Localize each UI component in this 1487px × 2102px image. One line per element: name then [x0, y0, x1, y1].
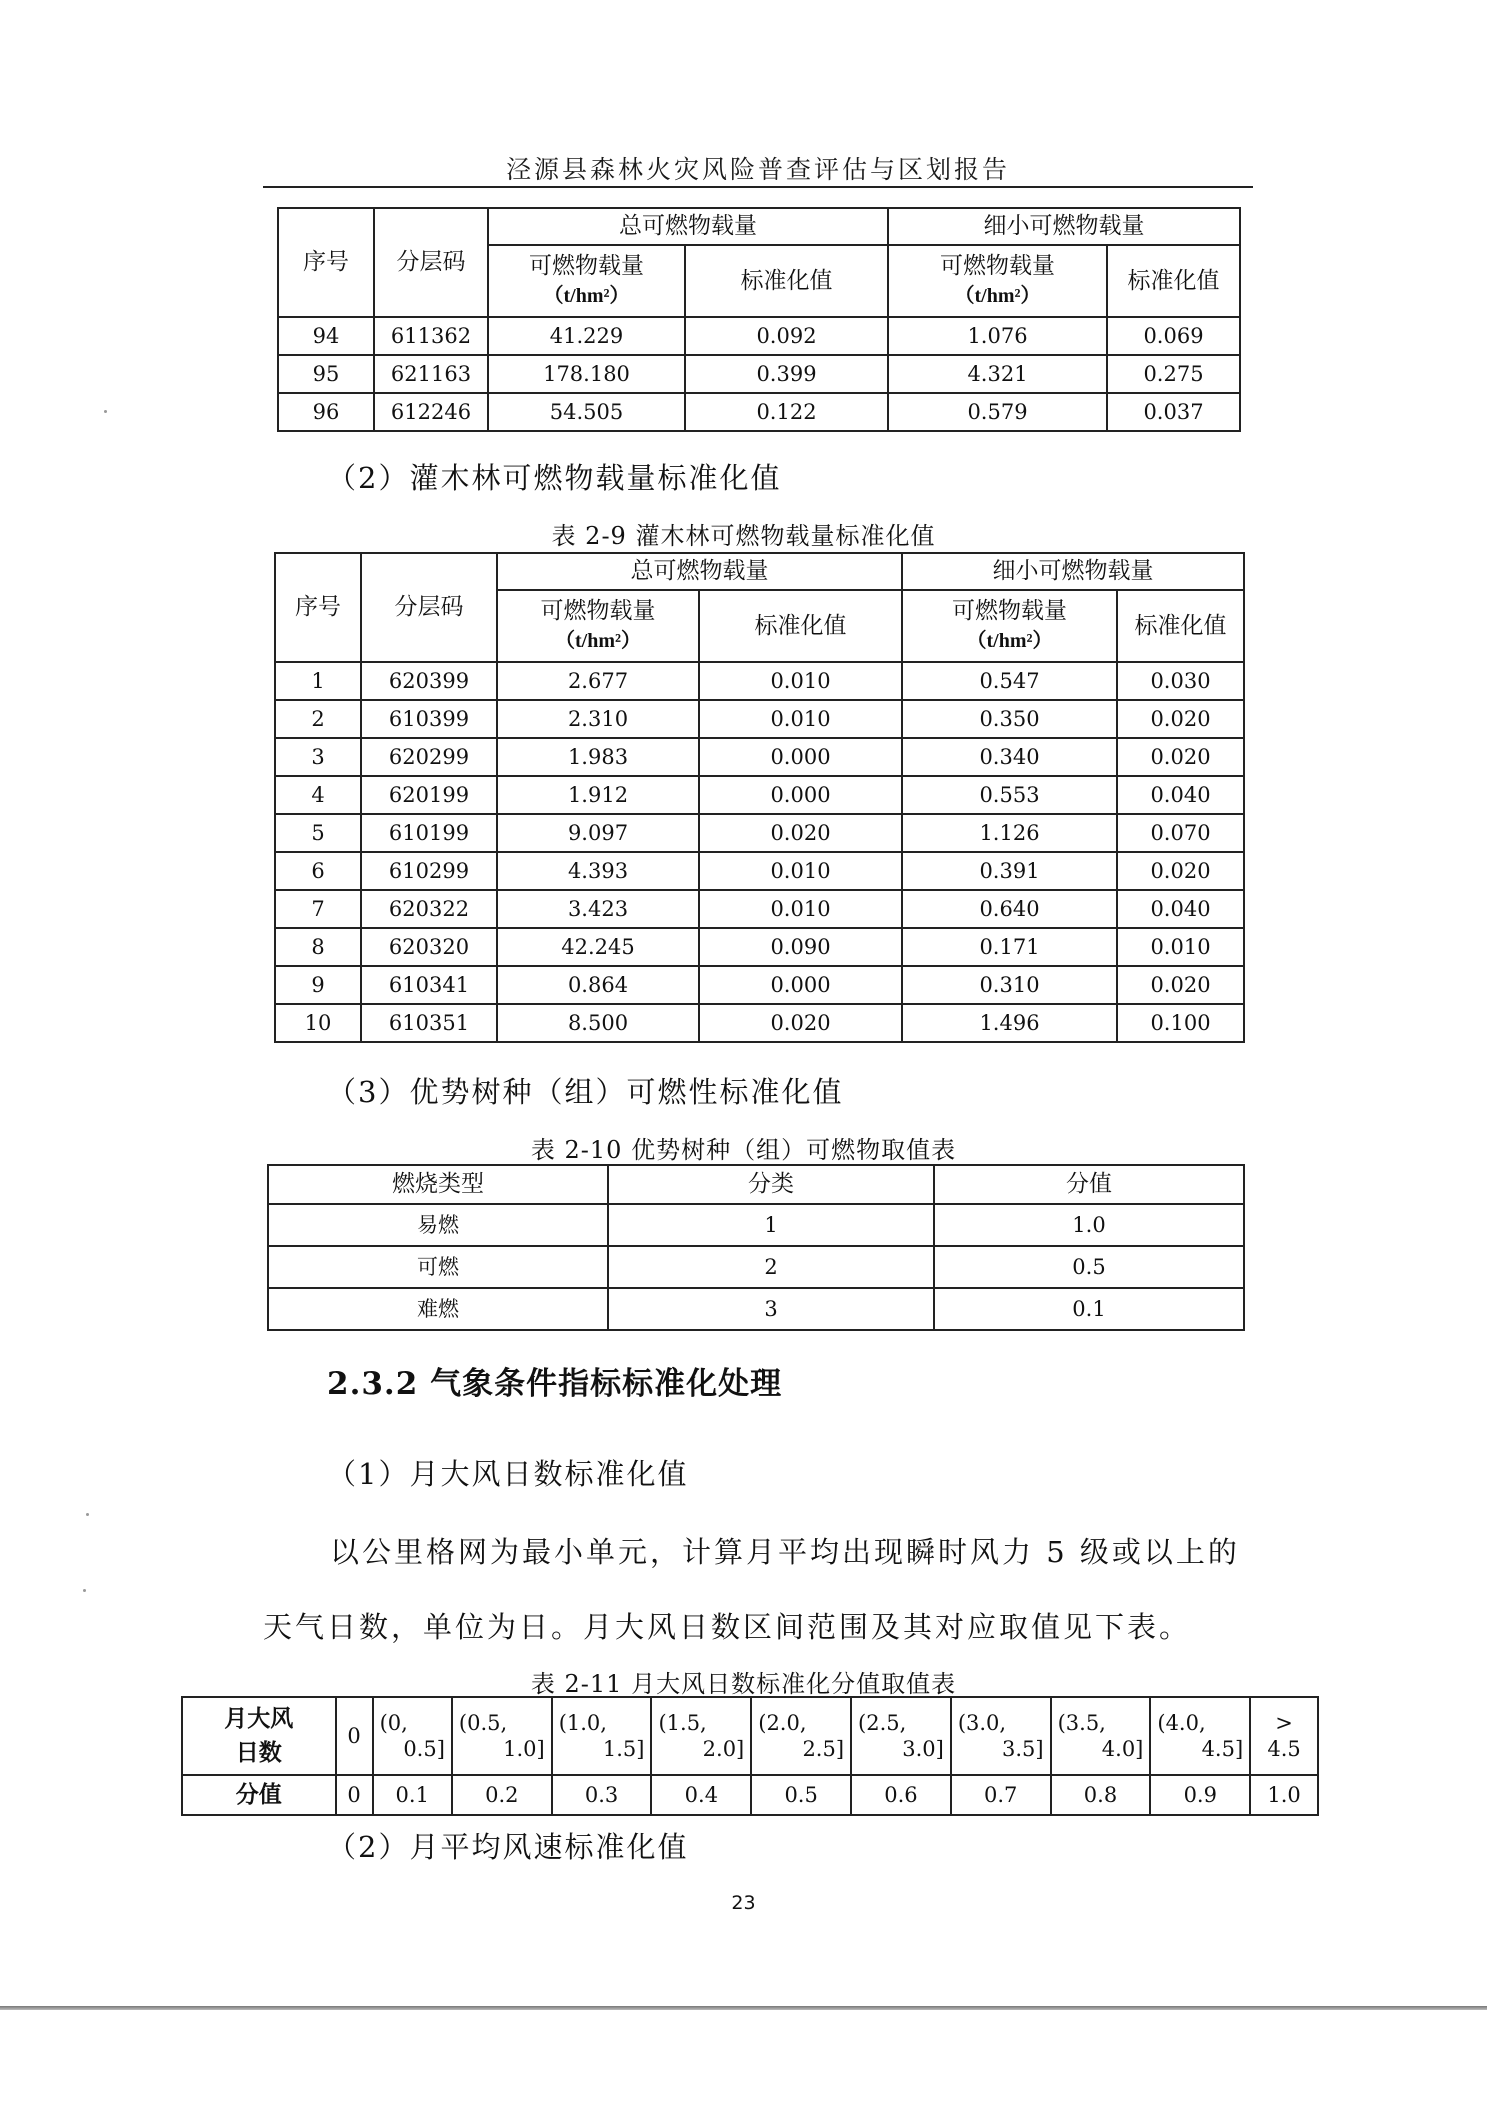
cell-seq: 8 — [275, 928, 361, 966]
cell-fine-std: 0.069 — [1107, 317, 1240, 355]
cell-code: 610199 — [361, 814, 497, 852]
cell-code: 620399 — [361, 662, 497, 700]
species-flammability-table — [267, 1164, 1245, 1331]
cell-total-load: 1.912 — [497, 776, 699, 814]
scan-speck — [83, 1589, 86, 1592]
table-row — [278, 355, 1240, 393]
cell-class: 3 — [608, 1288, 934, 1330]
cell-fine-std: 0.020 — [1117, 852, 1244, 890]
cell-total-std: 0.000 — [699, 738, 902, 776]
range-lower: (1.0, — [558, 1710, 607, 1735]
table-row — [275, 1004, 1244, 1042]
cell-fine-load: 0.640 — [902, 890, 1117, 928]
range-upper: 0.5] — [403, 1737, 445, 1761]
cell-total-std: 0.122 — [685, 393, 888, 431]
score-cell: 0.2 — [452, 1775, 552, 1815]
forest-fuel-table-continued — [277, 207, 1241, 432]
score-cell: 0.6 — [851, 1775, 951, 1815]
range-lower: (3.0, — [957, 1710, 1007, 1735]
score-cell: 0.9 — [1150, 1775, 1250, 1815]
cell-fine-std: 0.275 — [1107, 355, 1240, 393]
header-total-load — [488, 245, 685, 317]
label-gale-days-line2: 日数 — [235, 1739, 282, 1766]
cell-score: 0.1 — [934, 1288, 1244, 1330]
range-cell — [851, 1697, 951, 1775]
cell-total-load: 178.180 — [488, 355, 685, 393]
header-fine-load — [888, 245, 1107, 317]
header-fine-std: 标准化值 — [1107, 245, 1240, 317]
cell-total-std: 0.020 — [699, 814, 902, 852]
score-cell: 0.3 — [552, 1775, 652, 1815]
cell-fine-std: 0.040 — [1117, 776, 1244, 814]
table-row — [275, 814, 1244, 852]
cell-score: 0.5 — [934, 1246, 1244, 1288]
cell-fine-load: 4.321 — [888, 355, 1107, 393]
cell-seq: 5 — [275, 814, 361, 852]
cell-fine-load: 0.547 — [902, 662, 1117, 700]
cell-total-load: 54.505 — [488, 393, 685, 431]
cell-total-load: 2.310 — [497, 700, 699, 738]
cell-code: 620322 — [361, 890, 497, 928]
header-score: 分值 — [934, 1165, 1244, 1204]
range-cell — [1150, 1697, 1250, 1775]
range-lower: (0.5, — [458, 1710, 508, 1735]
table-row — [278, 393, 1240, 431]
cell-fine-load: 0.340 — [902, 738, 1117, 776]
table-row — [268, 1246, 1244, 1288]
range-upper: 2.0] — [702, 1737, 745, 1761]
range-lower: (2.0, — [758, 1710, 807, 1735]
score-cell: 0.1 — [373, 1775, 452, 1815]
cell-seq: 6 — [275, 852, 361, 890]
header-fine-std: 标准化值 — [1117, 590, 1244, 662]
cell-seq: 95 — [278, 355, 374, 393]
cell-seq: 7 — [275, 890, 361, 928]
cell-fine-load: 0.310 — [902, 966, 1117, 1004]
section-shrub-fuel-title: （2）灌木林可燃物载量标准化值 — [327, 461, 782, 495]
subsection-wind-speed-title: （2）月平均风速标准化值 — [327, 1830, 689, 1864]
range-upper: 3.5] — [1002, 1737, 1044, 1761]
range-lower: (1.5, — [658, 1710, 707, 1735]
table-2-10-caption: 表 2-10 优势树种（组）可燃物取值表 — [530, 1136, 957, 1164]
cell-seq: 10 — [275, 1004, 361, 1042]
range-cell — [951, 1697, 1051, 1775]
table-row — [275, 738, 1244, 776]
score-cell: 0.8 — [1051, 1775, 1151, 1815]
cell-code: 610299 — [361, 852, 497, 890]
cell-total-std: 0.000 — [699, 776, 902, 814]
range-cell — [1051, 1697, 1151, 1775]
cell-seq: 2 — [275, 700, 361, 738]
range-cell — [751, 1697, 851, 1775]
cell-fine-load: 1.126 — [902, 814, 1117, 852]
cell-total-std: 0.010 — [699, 852, 902, 890]
cell-fine-std: 0.030 — [1117, 662, 1244, 700]
cell-code: 610341 — [361, 966, 497, 1004]
cell-total-load: 3.423 — [497, 890, 699, 928]
gale-days-score-table — [181, 1696, 1319, 1816]
table-row — [275, 890, 1244, 928]
cell-burn-type: 易燃 — [268, 1204, 608, 1246]
cell-total-std: 0.092 — [685, 317, 888, 355]
header-rule — [263, 186, 1253, 188]
range-lower: (2.5, — [858, 1710, 907, 1735]
cell-fine-std: 0.040 — [1117, 890, 1244, 928]
page-header-title: 泾源县森林火灾风险普查评估与区划报告 — [505, 155, 1010, 184]
table-2-11-caption: 表 2-11 月大风日数标准化分值取值表 — [530, 1670, 957, 1698]
unit-label: （t/hm²） — [954, 285, 1041, 307]
cell-total-load: 1.983 — [497, 738, 699, 776]
cell-seq: 96 — [278, 393, 374, 431]
range-upper: 3.0] — [902, 1737, 944, 1761]
cell-total-std: 0.020 — [699, 1004, 902, 1042]
table-row — [275, 700, 1244, 738]
unit-label: （t/hm²） — [555, 630, 641, 652]
cell-code: 621163 — [374, 355, 488, 393]
cell-total-load: 41.229 — [488, 317, 685, 355]
cell-seq: 3 — [275, 738, 361, 776]
label-score: 分值 — [182, 1775, 336, 1815]
table-row — [275, 852, 1244, 890]
section-dominant-species-title: （3）优势树种（组）可燃性标准化值 — [327, 1075, 844, 1109]
range-upper: 4.0] — [1101, 1737, 1144, 1761]
header-code: 分层码 — [361, 553, 497, 662]
range-upper: 4.5] — [1201, 1737, 1244, 1761]
header-burn-type: 燃烧类型 — [268, 1165, 608, 1204]
cell-fine-std: 0.020 — [1117, 738, 1244, 776]
cell-fine-std: 0.100 — [1117, 1004, 1244, 1042]
scan-speck — [86, 1513, 89, 1516]
header-total-load — [497, 590, 699, 662]
header-total-fuel: 总可燃物载量 — [497, 553, 902, 590]
page-bottom-rule — [0, 2006, 1487, 2010]
range-cell — [373, 1697, 452, 1775]
header-fine-load — [902, 590, 1117, 662]
range-cell — [1250, 1697, 1318, 1775]
cell-fine-std: 0.037 — [1107, 393, 1240, 431]
cell-code: 620199 — [361, 776, 497, 814]
cell-seq: 9 — [275, 966, 361, 1004]
range-upper: 4.5 — [1267, 1737, 1301, 1761]
cell-score: 1.0 — [934, 1204, 1244, 1246]
cell-burn-type: 难燃 — [268, 1288, 608, 1330]
cell-code: 610399 — [361, 700, 497, 738]
score-cell: 0 — [336, 1775, 373, 1815]
cell-total-load: 42.245 — [497, 928, 699, 966]
table-row — [275, 966, 1244, 1004]
range-lower: (4.0, — [1157, 1710, 1206, 1735]
table-row — [268, 1288, 1244, 1330]
cell-seq: 1 — [275, 662, 361, 700]
header-fine-fuel: 细小可燃物载量 — [888, 208, 1240, 245]
range-cell — [552, 1697, 652, 1775]
cell-total-std: 0.000 — [699, 966, 902, 1004]
label-gale-days-line1: 月大风 — [224, 1704, 294, 1732]
cell-code: 610351 — [361, 1004, 497, 1042]
cell-class: 2 — [608, 1246, 934, 1288]
cell-total-load: 9.097 — [497, 814, 699, 852]
range-lower: > — [1275, 1710, 1293, 1735]
score-cell: 0.4 — [651, 1775, 751, 1815]
paragraph-line-1: 以公里格网为最小单元，计算月平均出现瞬时风力 5 级或以上的 — [330, 1535, 1240, 1569]
shrub-fuel-table-body — [275, 662, 1244, 1042]
cell-total-std: 0.010 — [699, 890, 902, 928]
cell-fine-load: 1.076 — [888, 317, 1107, 355]
cell-code: 620299 — [361, 738, 497, 776]
table-2-9-caption: 表 2-9 灌木林可燃物载量标准化值 — [551, 522, 936, 550]
range-upper: 1.0] — [503, 1737, 545, 1761]
score-cell: 0.7 — [951, 1775, 1051, 1815]
label-gale-days — [182, 1697, 336, 1775]
cell-fine-std: 0.020 — [1117, 966, 1244, 1004]
cell-fine-load: 0.350 — [902, 700, 1117, 738]
cell-code: 612246 — [374, 393, 488, 431]
header-total-std: 标准化值 — [685, 245, 888, 317]
header-class: 分类 — [608, 1165, 934, 1204]
table-row — [268, 1204, 1244, 1246]
cell-total-std: 0.090 — [699, 928, 902, 966]
table-row — [275, 928, 1244, 966]
cell-fine-load: 1.496 — [902, 1004, 1117, 1042]
cell-seq: 4 — [275, 776, 361, 814]
cell-class: 1 — [608, 1204, 934, 1246]
range-cell — [651, 1697, 751, 1775]
cell-code: 611362 — [374, 317, 488, 355]
cell-total-std: 0.399 — [685, 355, 888, 393]
cell-total-load: 8.500 — [497, 1004, 699, 1042]
range-cell — [452, 1697, 552, 1775]
range-upper: 2.5] — [802, 1737, 845, 1761]
load-label: 可燃物载量 — [952, 598, 1067, 625]
subsection-gale-days-title: （1）月大风日数标准化值 — [327, 1457, 689, 1491]
header-total-fuel: 总可燃物载量 — [488, 208, 888, 245]
unit-label: （t/hm²） — [966, 630, 1053, 652]
range-lower: (0, — [379, 1710, 408, 1735]
unit-label: （t/hm²） — [543, 285, 630, 307]
range-cell: 0 — [336, 1697, 373, 1775]
range-lower: (3.5, — [1057, 1710, 1106, 1735]
header-fine-fuel: 细小可燃物载量 — [902, 553, 1244, 590]
score-cell: 0.5 — [751, 1775, 851, 1815]
cell-fine-load: 0.171 — [902, 928, 1117, 966]
cell-fine-std: 0.020 — [1117, 700, 1244, 738]
header-total-std: 标准化值 — [699, 590, 902, 662]
cell-seq: 94 — [278, 317, 374, 355]
load-label: 可燃物载量 — [529, 253, 644, 280]
cell-total-load: 0.864 — [497, 966, 699, 1004]
scan-speck — [104, 410, 107, 413]
cell-total-std: 0.010 — [699, 700, 902, 738]
cell-fine-load: 0.579 — [888, 393, 1107, 431]
cell-fine-std: 0.070 — [1117, 814, 1244, 852]
cell-burn-type: 可燃 — [268, 1246, 608, 1288]
cell-fine-load: 0.391 — [902, 852, 1117, 890]
page-number: 23 — [731, 1892, 756, 1914]
cell-total-load: 4.393 — [497, 852, 699, 890]
range-upper: 1.5] — [602, 1737, 645, 1761]
table-row — [275, 776, 1244, 814]
header-code: 分层码 — [374, 208, 488, 317]
load-label: 可燃物载量 — [540, 598, 656, 625]
load-label: 可燃物载量 — [940, 253, 1055, 280]
cell-fine-std: 0.010 — [1117, 928, 1244, 966]
paragraph-line-2: 天气日数，单位为日。月大风日数区间范围及其对应取值见下表。 — [263, 1610, 1192, 1644]
score-cell: 1.0 — [1250, 1775, 1318, 1815]
section-heading-2-3-2: 2.3.2 气象条件指标标准化处理 — [327, 1366, 783, 1402]
table-row — [275, 662, 1244, 700]
cell-total-load: 2.677 — [497, 662, 699, 700]
header-seq: 序号 — [278, 208, 374, 317]
cell-fine-load: 0.553 — [902, 776, 1117, 814]
table-row — [278, 317, 1240, 355]
cell-total-std: 0.010 — [699, 662, 902, 700]
header-seq: 序号 — [275, 553, 361, 662]
shrub-fuel-table — [274, 552, 1245, 1043]
cell-code: 620320 — [361, 928, 497, 966]
